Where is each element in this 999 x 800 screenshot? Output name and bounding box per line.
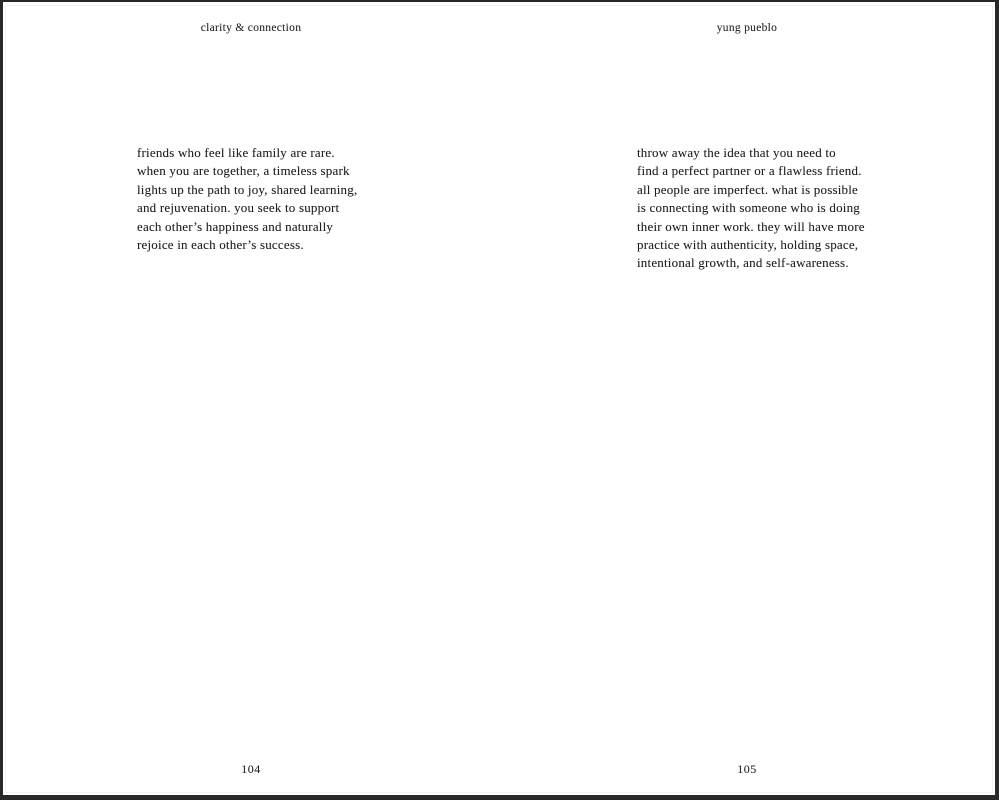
poem-line: practice with authenticity, holding space, xyxy=(637,237,859,253)
poem-line: all people are imperfect. what is possible xyxy=(637,181,859,197)
poem-line: their own inner work. they will have more xyxy=(637,218,865,234)
page-number-left: 104 xyxy=(241,762,261,776)
page-right xyxy=(499,2,995,795)
poem-line: rejoice in each other’s success. xyxy=(137,237,304,253)
poem-line: and rejuvenation. you seek to support xyxy=(137,200,340,216)
poem-line: each other’s happiness and naturally xyxy=(137,218,334,234)
running-header-right: yung pueblo xyxy=(716,22,778,34)
poem-line: when you are together, a timeless spark xyxy=(137,163,350,179)
poem-left xyxy=(137,144,357,254)
poem-line: intentional growth, and self-awareness. xyxy=(637,255,849,271)
page-number-right: 105 xyxy=(737,762,757,776)
poem-line: friends who feel like family are rare. xyxy=(137,145,335,160)
poem-line: is connecting with someone who is doing xyxy=(637,200,860,216)
poem-line: find a perfect partner or a flawless friend. xyxy=(637,163,862,179)
page-left xyxy=(3,2,499,795)
poem-line: throw away the idea that you need to xyxy=(637,145,836,160)
poem-right xyxy=(637,144,865,273)
running-header-left: clarity & connection xyxy=(200,22,302,34)
poem-line: lights up the path to joy, shared learning, xyxy=(137,181,358,197)
